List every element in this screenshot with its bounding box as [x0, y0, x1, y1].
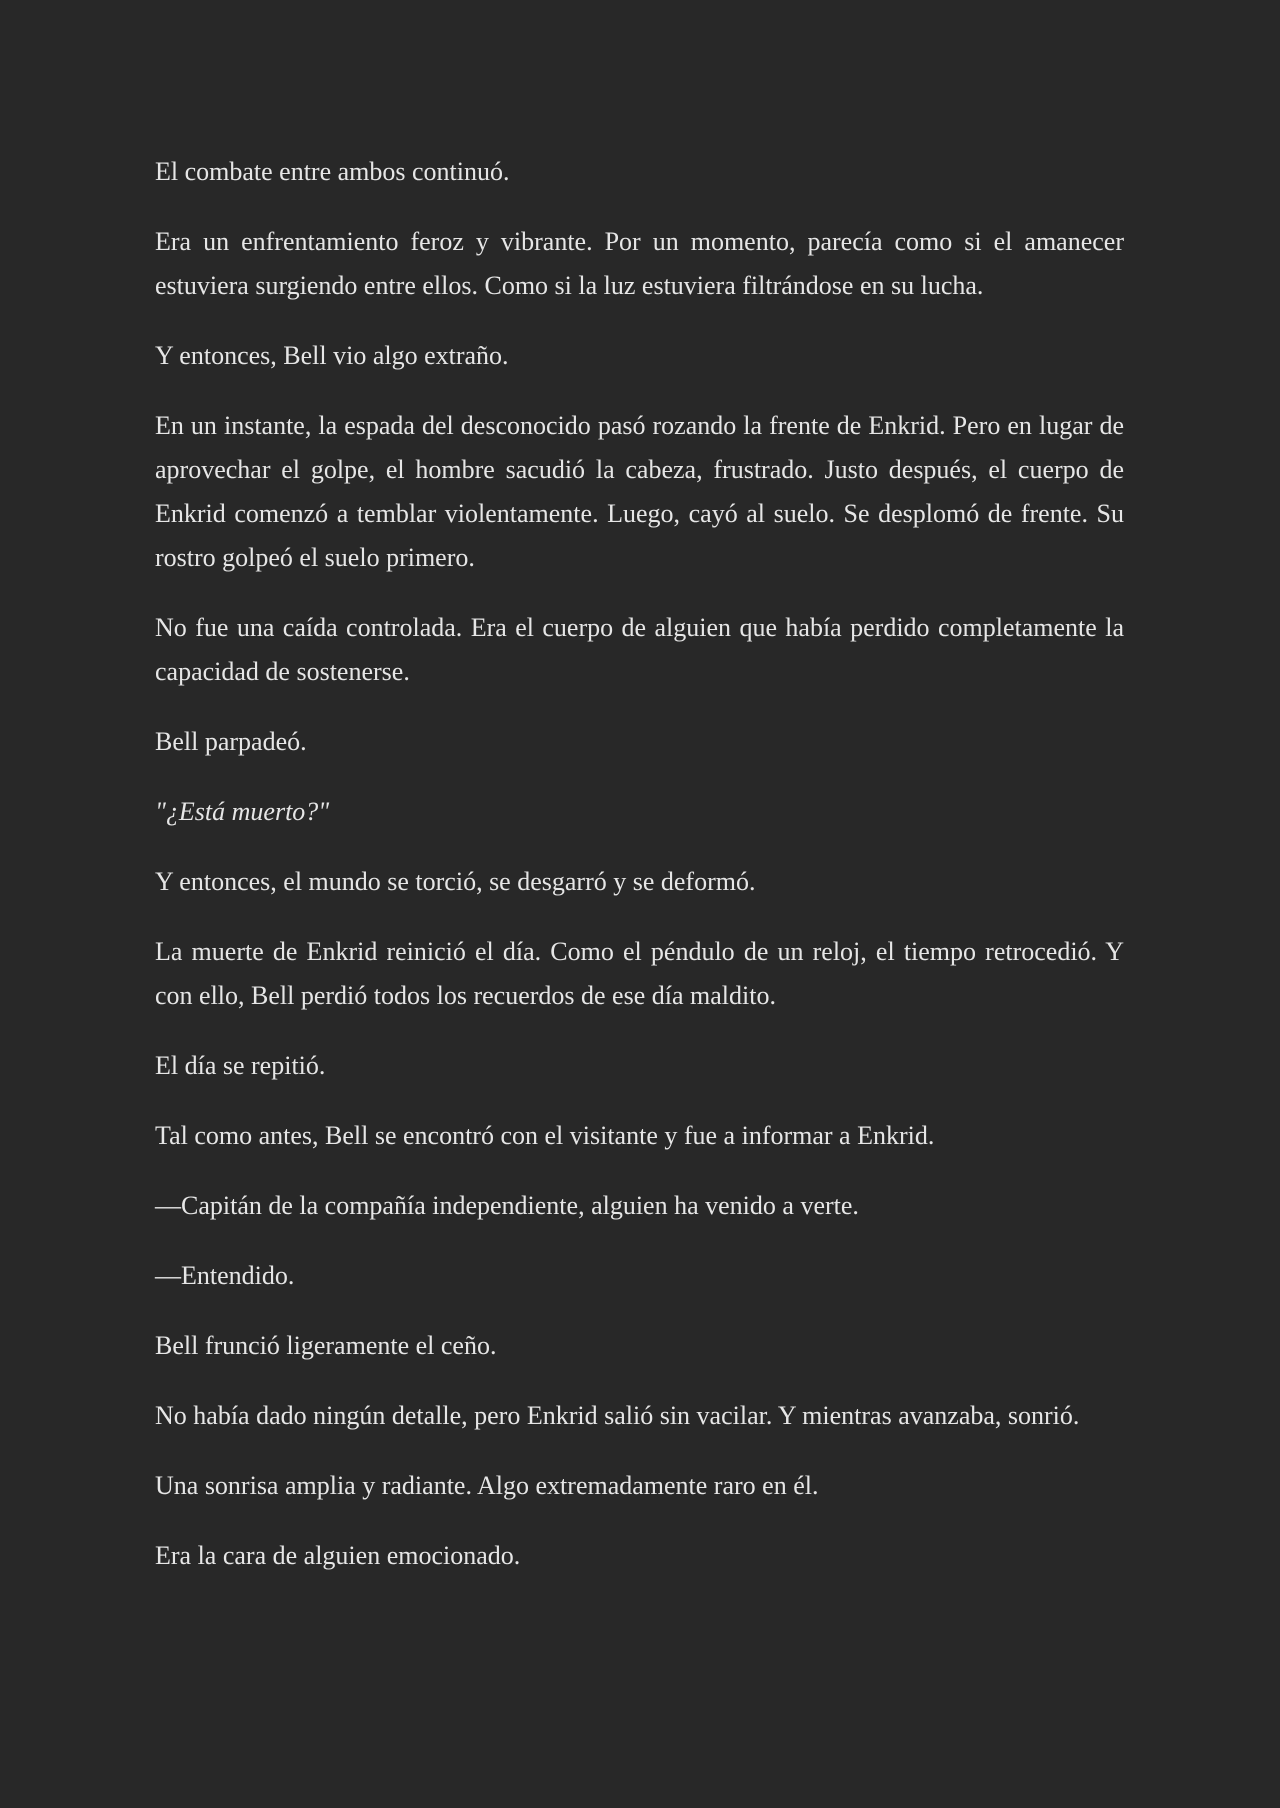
paragraph: El combate entre ambos continuó. — [155, 157, 510, 186]
paragraph: Bell parpadeó. — [155, 727, 307, 756]
paragraph: El día se repitió. — [155, 1051, 326, 1080]
paragraph: Era un enfrentamiento feroz y vibrante. Por un momento, parecía como si el amanecer estuviera surgiendo entre ellos. Como si la luz estuviera filtrándose en su lucha. — [155, 227, 1124, 300]
paragraph: Bell frunció ligeramente el ceño. — [155, 1331, 497, 1360]
paragraph: Era la cara de alguien emocionado. — [155, 1541, 521, 1570]
paragraph: Tal como antes, Bell se encontró con el visitante y fue a informar a Enkrid. — [155, 1121, 935, 1150]
paragraph: Una sonrisa amplia y radiante. Algo extremadamente raro en él. — [155, 1471, 819, 1500]
italic-thought: "¿Está muerto?" — [155, 797, 330, 826]
paragraph: En un instante, la espada del desconocido pasó rozando la frente de Enkrid. Pero en lugar de aprovechar el golpe, el hombre sacudió la cabeza, frustrado. Justo después, el cuerpo de Enkrid comenzó a temblar violentamente. Luego, cayó al suelo. Se desplomó de frente. Su rostro golpeó el suelo primero. — [155, 411, 1124, 572]
dialogue-line: —Entendido. — [155, 1261, 295, 1290]
document-body — [155, 150, 1124, 1604]
paragraph: Y entonces, el mundo se torció, se desgarró y se deformó. — [155, 867, 756, 896]
dialogue-line: —Capitán de la compañía independiente, alguien ha venido a verte. — [155, 1191, 859, 1220]
paragraph: La muerte de Enkrid reinició el día. Como el péndulo de un reloj, el tiempo retrocedió. Y con ello, Bell perdió todos los recuerdos de ese día maldito. — [155, 937, 1124, 1010]
paragraph: Y entonces, Bell vio algo extraño. — [155, 341, 509, 370]
paragraph: No había dado ningún detalle, pero Enkrid salió sin vacilar. Y mientras avanzaba, sonrió. — [155, 1401, 1080, 1430]
paragraph: No fue una caída controlada. Era el cuerpo de alguien que había perdido completamente la capacidad de sostenerse. — [155, 613, 1124, 686]
